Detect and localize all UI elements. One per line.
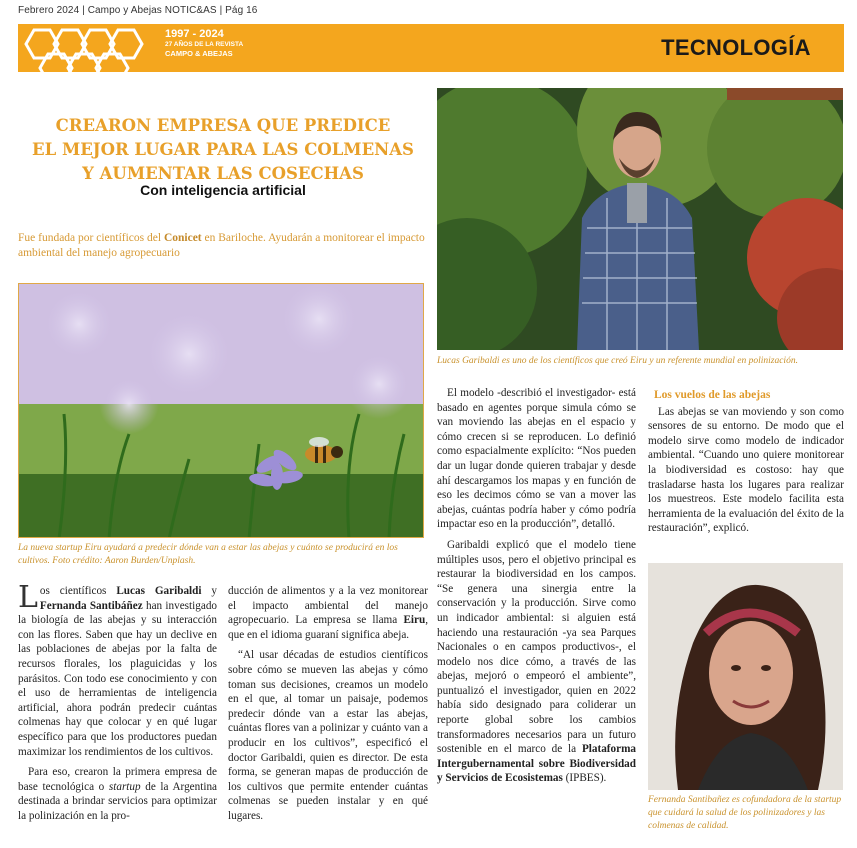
- bee-flower-illustration: [19, 284, 424, 538]
- page-folio: Febrero 2024 | Campo y Abejas NOTIC&AS | Pág 16: [18, 5, 258, 16]
- article-column-3: [437, 386, 636, 792]
- startup-term: startup: [108, 780, 141, 793]
- article-subhead: Con inteligencia artificial: [140, 182, 306, 198]
- anniversary-subtitle: 27 AÑOS DE LA REVISTA: [165, 41, 244, 48]
- section-subtitle: Los vuelos de las abejas: [654, 389, 771, 401]
- section-label: [628, 24, 844, 72]
- lead-text: Fue fundada por científicos del: [18, 232, 164, 244]
- text: , que en el idioma guaraní significa abeja.: [228, 614, 428, 641]
- man-photo-caption: Lucas Garibaldi es uno de los científicos que creó Eiru y un referente mundial en polinización.: [437, 356, 798, 366]
- lead-text-end: en Bariloche. Ayudarán a monitorear el impacto ambiental del manejo agropecuario: [18, 232, 425, 259]
- portrait-man-illustration: [437, 88, 843, 350]
- paragraph: “Al usar décadas de estudios científicos sobre cómo se mueven las abejas y cómo toman sus decisiones, creamos un modelo en el que, al tomar un paisaje, podemos predecir dónde van a estar las abejas, cuántas flores van a polinizar y cuánto van a producir en los cultivos”, especificó el doctor Garibaldi, quien es director. De esta forma, se generan mapas de producción de los cultivos que permite entender cuántas colmenas se pueden instalar y en qué lugares.: [228, 649, 428, 822]
- paragraph: El modelo -describió el investigador- está basado en agentes porque simula cómo se van moviendo las abejas en el espacio y cómo crecen si se reproducen. Lo definió como espacialmente explícito: “Nos pueden dar un lugar donde quieren trabajar y desde ahí descargamos los mapas y en función de eso les decimos cómo se van a mover las abejas, cuántas podría haber y cómo podría impactar eso en la producción”, detalló.: [437, 387, 636, 531]
- text: Garibaldi explicó que el modelo tiene múltiples usos, pero el objetivo principal es restaurar la biodiversidad en los campos. “Se genera una sinergia entre la conservación y la producción. Sirve como un indicador ambiental: si alguien está haciendo una restauración -ya sea Parques Nacionales o en campos productivos-, el modelo nos dice cómo, a través de las abejas, mejoró o empeoró el ambiente”, puntualizó el investigador, quien en 2022 había sido designado para coliderar un reporte global sobre los cambios transformadores necesarios para un futuro sostenible en el marco de la: [437, 538, 636, 756]
- drop-cap: L: [18, 580, 38, 615]
- text: Para eso, crearon la primera empresa de base tecnológica o: [18, 766, 217, 793]
- ipbes-name: Plataforma Intergubernamental sobre Biodiversidad y Servicios de Ecosistemas: [437, 743, 636, 785]
- paragraph: [18, 765, 217, 823]
- text: han investigado la biología de las abejas y su interacción con las flores. Saben que hay un declive en las poblaciones de abejas por la falta de recursos florales, los plaguicidas y los parásitos. Con todo ese conocimiento y con el uso de herramientas de inteligencia artificial, ahora podrán predecir cuántas colmenas hay que colocar y en qué lugar específico para que los productores puedan maximizar los rendimientos de los cultivos.: [18, 599, 218, 758]
- lead-conicet: Conicet: [163, 232, 202, 244]
- portrait-woman-illustration: [648, 563, 843, 790]
- name-garibaldi: Lucas Garibaldi: [116, 585, 202, 597]
- company-name: Eiru: [403, 614, 426, 627]
- woman-photo-caption: Fernanda Santibañez es cofundadora de la startup que cuidará la salud de los polinizadores y las colmenas de calidad.: [648, 795, 842, 831]
- headline-line-1: CREARON EMPRESA QUE PREDICE: [55, 116, 391, 135]
- paragraph: Las abejas se van moviendo y son como sensores de su entorno. De modo que el modelo sirve como modelo de indicador ambiental. “Cuando uno quiere monitorear la biodiversidad es costoso: hay que trasladarse hasta los lugares para realizar los muestreos. Este modelo facilita esta herramienta de la evaluación del éxito de la restauración”, explicó.: [648, 405, 844, 535]
- anniversary-brand: CAMPO & ABEJAS: [165, 49, 233, 58]
- lucas-garibaldi-photo: [437, 88, 843, 350]
- headline-line-3: Y AUMENTAR LAS COSECHAS: [82, 164, 364, 183]
- text: y: [201, 585, 218, 597]
- bee-flower-photo: [18, 283, 424, 538]
- text: (IPBES).: [562, 772, 607, 785]
- article-headline: [18, 114, 428, 186]
- anniversary-badge: [165, 28, 243, 59]
- text: os científicos: [39, 585, 117, 597]
- article-lead: [18, 231, 428, 261]
- section-title: TECNOLOGÍA: [661, 35, 811, 60]
- paragraph: [437, 538, 636, 786]
- anniversary-years: 1997 - 2024: [165, 28, 224, 40]
- text: de la Argentina destinada a brindar servicios para optimizar la polinización en la pro-: [18, 780, 217, 822]
- section-banner: [18, 24, 844, 72]
- article-column-2: [228, 584, 428, 830]
- honeycomb-logo-icon: [18, 24, 158, 72]
- bee-photo-caption: La nueva startup Eiru ayudará a predecir dónde van a estar las abejas y cuánto se producirá en los cultivos. Foto crédito: Aaron Burden/Unplash.: [18, 543, 398, 566]
- headline-line-2: EL MEJOR LUGAR PARA LAS COLMENAS: [32, 140, 414, 159]
- text: ducción de alimentos y a la vez monitorear el impacto ambiental del manejo agropecuario. La empresa se llama: [228, 585, 428, 627]
- article-column-4: [648, 388, 844, 542]
- paragraph: [18, 580, 218, 759]
- fernanda-santibanez-photo: [648, 563, 843, 790]
- article-column-1: [18, 580, 218, 830]
- paragraph: [228, 584, 428, 642]
- name-santibanez: Fernanda Santibáñez: [39, 599, 143, 612]
